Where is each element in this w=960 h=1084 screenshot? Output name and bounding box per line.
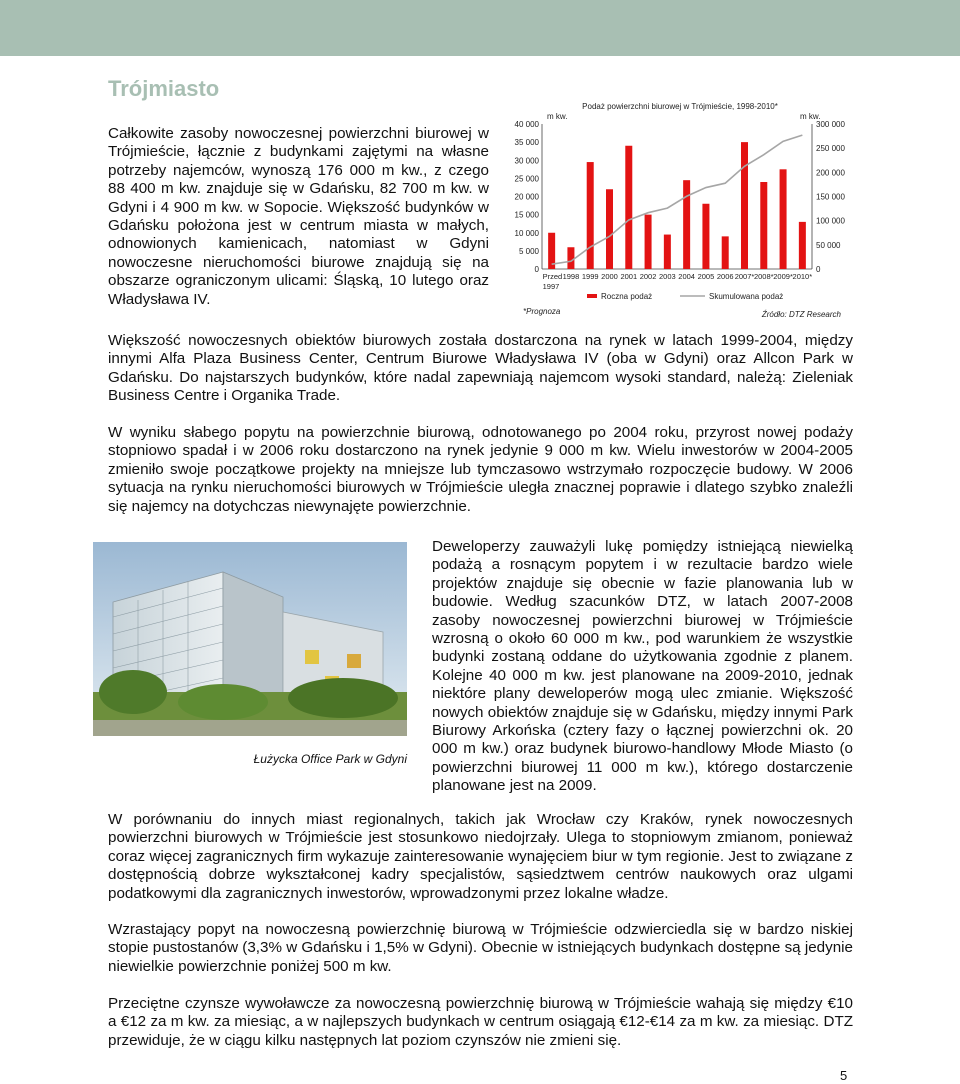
paragraph-market-maturity: W porównaniu do innych miast regionalnych, takich jak Wrocław czy Kraków, rynek nowoczesnych powierzchni biurowych w Trójmieście jest stosunkowo niedojrzały. Ulega to stopniowym zmianom, ponieważ coraz więcej zagranicznych firm wykazuje zainteresowanie wynajęciem biur w tym regionie. Jest to związane z dostępnością dobrze wykształconej kadry specjalistów, sąsiedztwem centrów naukowych oraz ulgami podatkowymi dla zagranicznych inwestorów, wprowadzonymi przez lokalne władze. [108, 811, 853, 902]
paragraph-rents: Przeciętne czynsze wywoławcze za nowoczesną powierzchnię biurową w Trójmieście wahają się między €10 a €12 za m kw. za miesiąc, a w najlepszych budynkach w centrum osiągają €12-€14 za m kw. za miesiąc. DTZ przewiduje, że w ciągu kilku następnych lat poziom czynszów nie zmieni się. [108, 995, 853, 1049]
chart-x-tick-label: 2009* [773, 272, 793, 281]
header-bar [0, 0, 960, 56]
chart-x-tick-label: 2003 [659, 272, 676, 281]
chart-source: Źródło: DTZ Research [761, 310, 841, 319]
chart-x-tick-label: 2007* [734, 272, 755, 281]
chart-left-tick-label: 40 000 [514, 120, 539, 129]
chart-left-tick-label: 0 [534, 265, 539, 274]
chart-left-tick-label: 5 000 [518, 246, 539, 256]
chart-bar [780, 169, 787, 269]
chart-x-tick-label: 2002 [639, 272, 657, 281]
paragraph-vacancy: Wzrastający popyt na nowoczesną powierzchnię biurową w Trójmieście odzwierciedla się w bardzo niskiej stopie pustostanów (3,3% w Gdańsku i 1,5% w Gdyni). Obecnie w istniejących budynkach dostępne są jedynie niewielkie powierzchnie poniżej 500 m kw. [108, 921, 853, 975]
paragraph-weak-demand: W wyniku słabego popytu na powierzchnie biurową, odnotowanego po 2004 roku, przyrost nowej podaży stopniowo spadał i w 2006 roku dostarczono na rynek jedynie 9 000 m kw. Wielu inwestorów w 2004-2005 zmieniło swoje początkowe projekty na mniejsze lub tymczasowo wstrzymało rozpoczęcie budowy. W 2006 sytuacja na rynku nieruchomości biurowych w Trójmieście uległa znacznej poprawie i dlatego szybko znaleźli się najemcy na dotychczas niewynajęte powierzchnie. [108, 424, 853, 515]
chart-bar [760, 182, 767, 269]
chart-left-tick-label: 25 000 [514, 174, 539, 184]
chart-left-tick-label: 30 000 [514, 156, 539, 166]
photo-caption: Łużycka Office Park w Gdyni [253, 752, 407, 766]
chart-bar [625, 146, 632, 269]
page-number: 5 [840, 1068, 848, 1083]
chart-right-tick-label: 50 000 [816, 240, 841, 250]
intro-paragraph: Całkowite zasoby nowoczesnej powierzchni biurowej w Trójmieście, łącznie z budynkami zajętymi na własne potrzeby najemców, wynoszą 176 000 m kw., z czego 88 400 m kw. znajduje się w Gdańsku, 82 700 m kw. w Gdyni i 4 900 m kw. w Sopocie. Większość budynków w Gdańsku położona jest w centrum miasta w małych, odnowionych kamienicach, natomiast w Gdyni nowoczesne nieruchomości biurowe znajdują się na obszarze ograniczonym ulicami: Śląską, 10 lutego oraz Władysława IV. [108, 125, 489, 308]
legend-label-annual: Roczna podaż [601, 292, 653, 301]
legend-label-cumulative: Skumulowana podaż [709, 292, 784, 301]
chart-bar [722, 236, 729, 269]
chart-bar [645, 215, 652, 269]
chart-x-tick-label: 2004 [678, 272, 695, 281]
chart-left-tick-label: 10 000 [514, 228, 539, 238]
chart-bar [683, 180, 690, 269]
chart-footnote: *Prognoza [523, 307, 561, 316]
chart-x-tick-label: Przed [542, 272, 563, 281]
chart-bar [702, 204, 709, 269]
chart-left-tick-label: 35 000 [514, 138, 539, 148]
chart-title: Podaż powierzchni biurowej w Trójmieście, 1998-2010* [582, 102, 778, 111]
chart-x-tick-label: 2005 [697, 272, 715, 281]
chart-x-tick-label: 2010* [792, 272, 813, 281]
chart-right-tick-label: 150 000 [816, 192, 845, 202]
chart-x-tick-label: 1997 [542, 282, 560, 291]
chart-bar [799, 222, 806, 269]
chart-bar [567, 247, 574, 269]
chart-left-unit: m kw. [547, 112, 568, 121]
chart-right-tick-label: 200 000 [816, 168, 845, 178]
paragraph-delivery-history: Większość nowoczesnych obiektów biurowych została dostarczona na rynek w latach 1999-2004, między innymi Alfa Plaza Business Center, Centrum Biurowe Władysława IV (oba w Gdyni) oraz Allcon Park w Gdańsku. Do najstarszych budynków, które nadal zapewniają najemcom wysoki standard, należą: Zieleniak Business Centre i Organika Trade. [108, 332, 853, 405]
paragraph-developers: Deweloperzy zauważyli lukę pomiędzy istniejącą niewielką podażą a rosnącym popytem i w rezultacie bardzo wiele projektów znajduje się obecnie w fazie planowania lub w budowie. Według szacunków DTZ, w latach 2007-2008 zasoby nowoczesnej powierzchni biurowej w Trójmieście wzrosną o około 60 000 m kw., pod warunkiem że wszystkie budynki zostaną oddane do użytkowania zgodnie z planem. Kolejne 40 000 m kw. jest planowane na 2009-2010, jednak niektóre plany deweloperów mogą ulec zmianie. Większość nowych obiektów znajduje się w Gdańsku, między innymi Park Biurowy Arkońska (cztery fazy o łącznej powierzchni ok. 20 000 m kw.) oraz budynek biurowo-handlowy Młode Miasto (o powierzchni biurowej 11 000 m kw.), którego dostarczenie planowane jest na 2009. [432, 538, 853, 795]
supply-chart [505, 95, 855, 325]
chart-x-tick-label: 2008* [753, 272, 774, 281]
page-title: Trójmiasto [108, 76, 220, 101]
chart-right-tick-label: 100 000 [816, 216, 845, 226]
chart-x-tick-label: 1999 [581, 272, 599, 281]
chart-right-tick-label: 0 [816, 265, 821, 274]
chart-bar [587, 162, 594, 269]
office-building-illustration [93, 542, 407, 736]
chart-bar [664, 235, 671, 269]
office-park-photo [93, 542, 407, 736]
chart-right-tick-label: 250 000 [816, 144, 845, 154]
chart-right-unit: m kw. [800, 112, 821, 121]
chart-bar [606, 189, 613, 269]
chart-bar [741, 142, 748, 269]
chart-left-tick-label: 20 000 [514, 192, 539, 202]
chart-x-tick-label: 2000 [601, 272, 618, 281]
chart-x-tick-label: 2001 [620, 272, 638, 281]
chart-x-tick-label: 2006 [716, 272, 734, 281]
chart-right-tick-label: 300 000 [816, 120, 845, 129]
chart-left-tick-label: 15 000 [514, 210, 539, 220]
chart-x-tick-label: 1998 [562, 272, 580, 281]
